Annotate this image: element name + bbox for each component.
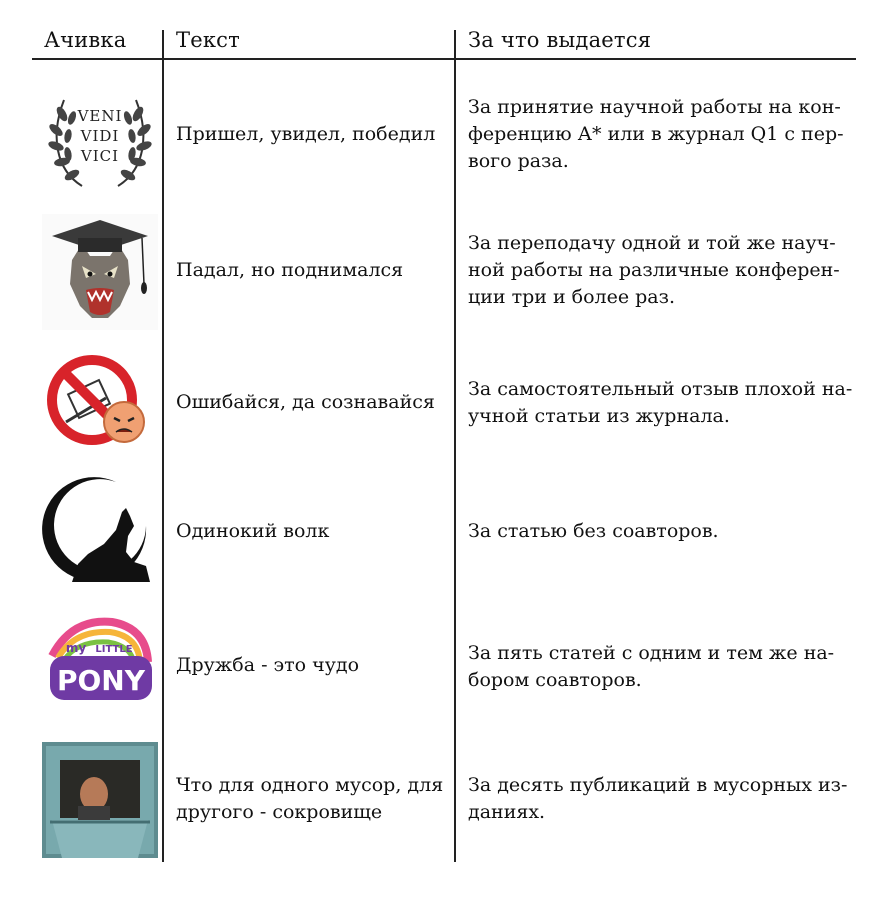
- laurel-word-3: VICI: [80, 147, 120, 165]
- column-divider-1: [162, 30, 164, 862]
- column-divider-2: [454, 30, 456, 862]
- laurel-word-1: VENI: [77, 107, 123, 125]
- row2-reason: За переподачу одной и той же науч- ной работы на различные конферен- ции три и более раз.: [468, 232, 840, 308]
- header-reason: За что выдается: [468, 28, 652, 52]
- row3-text: Ошибайся, да сознавайся: [176, 391, 435, 413]
- pony-logo-pony: PONY: [56, 664, 146, 697]
- veni-vidi-vici-laurel-icon: [42, 78, 158, 194]
- row4-reason: За статью без соавторов.: [468, 520, 719, 542]
- row3-reason: За самостоятельный отзыв плохой на- учной статьи из журнала.: [468, 378, 853, 427]
- row1-reason: За принятие научной работы на кон- ференцию А* или в журнал Q1 с пер- вого раза.: [468, 96, 844, 172]
- pony-logo-little: LITTLE: [95, 644, 133, 655]
- row6-text: Что для одного мусор, для другого - сокровище: [176, 774, 444, 823]
- row2-text: Падал, но поднимался: [176, 259, 404, 281]
- no-paper-prohibition-icon: [42, 350, 158, 466]
- header-rule: [32, 58, 856, 60]
- lone-wolf-moon-icon: [42, 474, 158, 590]
- row5-reason: За пять статей с одним и тем же на- бором соавторов.: [468, 642, 835, 691]
- wolf-graduation-cap-icon: [42, 214, 158, 330]
- header-text: Текст: [176, 28, 240, 52]
- row4-text: Одинокий волк: [176, 520, 330, 542]
- row6-reason: За десять публикаций в мусорных из- даниях.: [468, 774, 848, 823]
- header-achievement: Ачивка: [44, 28, 127, 52]
- my-little-pony-logo-icon: [42, 612, 158, 728]
- pony-logo-my: my: [65, 641, 87, 655]
- row1-text: Пришел, увидел, победил: [176, 123, 436, 145]
- row5-text: Дружба - это чудо: [176, 654, 360, 676]
- man-in-trash-chute-photo-icon: [42, 742, 158, 858]
- laurel-word-2: VIDI: [80, 127, 120, 145]
